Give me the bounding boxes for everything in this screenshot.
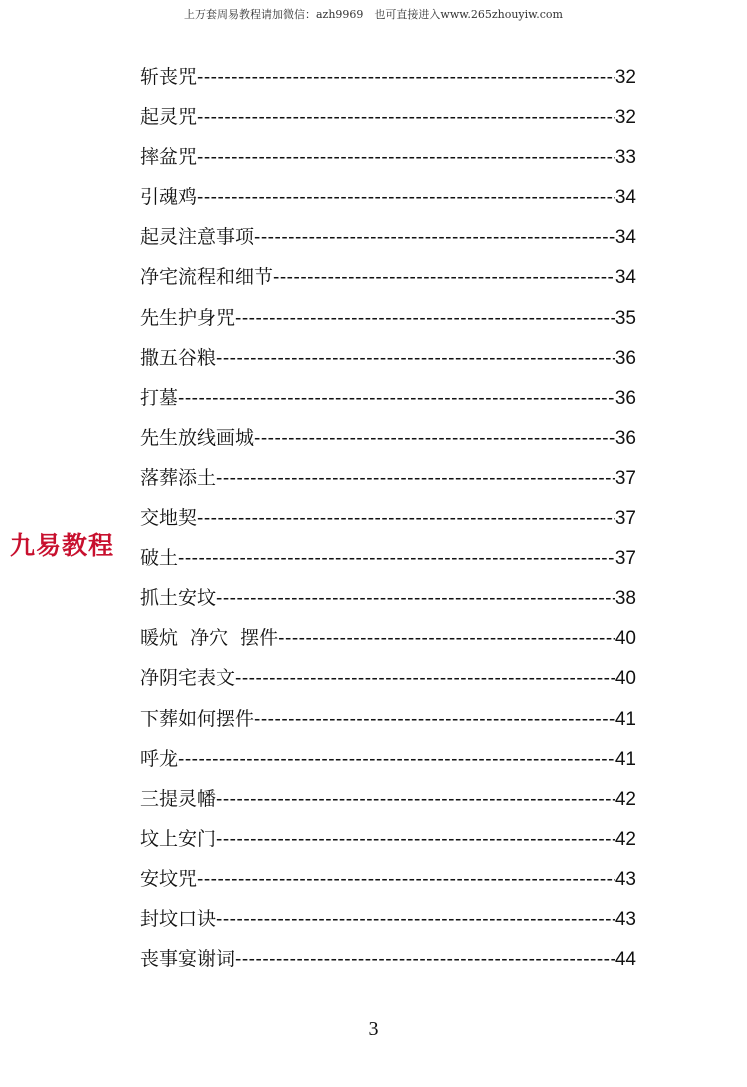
toc-entry-title: 净宅流程和细节 [140,266,274,289]
toc-entry-page: 34 [614,267,636,289]
toc-entry-page: 42 [614,788,636,810]
table-of-contents [140,62,636,984]
toc-dot-leader [197,187,615,209]
toc-entry-page: 40 [614,628,636,650]
toc-dot-leader [178,388,615,410]
toc-entry[interactable] [140,463,636,503]
toc-entry[interactable] [140,303,636,343]
toc-entry-page: 37 [614,467,636,489]
toc-dot-leader [197,147,615,169]
toc-entry-title: 撒五谷粮 [140,346,217,369]
toc-entry[interactable] [140,663,636,703]
toc-dot-leader [235,668,615,690]
toc-dot-leader [197,508,615,530]
toc-entry-title: 先生护身咒 [140,306,236,329]
toc-entry[interactable] [140,944,636,984]
toc-entry-title: 先生放线画城 [140,426,255,449]
toc-entry-page: 44 [614,949,636,971]
toc-entry-title: 起灵注意事项 [140,226,255,249]
toc-entry-title: 暖炕 净穴 摆件 [140,627,279,650]
toc-entry-title: 破土 [140,547,179,570]
toc-entry-page: 33 [614,147,636,169]
toc-dot-leader [178,548,615,570]
toc-dot-leader [254,227,615,249]
toc-entry-title: 起灵咒 [140,106,198,129]
toc-entry-title: 安坟咒 [140,867,198,890]
toc-dot-leader [273,267,615,289]
toc-entry-title: 下葬如何摆件 [140,707,255,730]
toc-entry-page: 40 [614,668,636,690]
toc-entry-title: 斩丧咒 [140,66,198,88]
toc-entry[interactable] [140,142,636,182]
toc-dot-leader [254,709,615,731]
toc-entry-title: 摔盆咒 [140,146,198,169]
page-number: 3 [368,1018,379,1040]
toc-entry-page: 36 [614,387,636,409]
toc-entry-page: 41 [614,708,636,730]
toc-entry-title: 净阴宅表文 [140,667,236,690]
toc-dot-leader [254,428,615,450]
toc-entry-page: 41 [614,748,636,770]
toc-entry-page: 34 [614,227,636,249]
toc-entry[interactable] [140,503,636,543]
toc-entry-page: 43 [614,868,636,890]
toc-dot-leader [178,749,615,771]
toc-dot-leader [216,789,615,811]
toc-entry[interactable] [140,784,636,824]
toc-entry[interactable] [140,383,636,423]
toc-dot-leader [216,829,615,851]
toc-entry-page: 42 [614,828,636,850]
toc-entry-title: 呼龙 [140,747,179,770]
toc-entry[interactable] [140,343,636,383]
toc-dot-leader [197,107,615,129]
toc-entry-title: 坟上安门 [140,827,217,850]
toc-entry[interactable] [140,904,636,944]
toc-entry-title: 打墓 [140,386,179,409]
toc-entry-page: 36 [614,427,636,449]
toc-entry-page: 36 [614,347,636,369]
toc-dot-leader [235,308,615,330]
toc-entry-title: 三提灵幡 [140,787,217,810]
toc-entry-page: 37 [614,548,636,570]
toc-dot-leader [197,67,615,89]
toc-entry[interactable] [140,222,636,262]
toc-dot-leader [216,588,615,610]
toc-entry[interactable] [140,423,636,463]
toc-entry[interactable] [140,583,636,623]
toc-dot-leader [216,348,615,370]
toc-entry-page: 37 [614,508,636,530]
toc-dot-leader [216,468,615,490]
toc-dot-leader [216,909,615,931]
toc-entry-page: 32 [614,107,636,129]
header-banner: 上万套周易教程请加微信：azh9969 也可直接进入www.265zhouyiw.com [183,8,563,21]
toc-entry-page: 35 [614,307,636,329]
toc-entry-page: 38 [614,588,636,610]
toc-entry[interactable] [140,262,636,302]
toc-entry[interactable] [140,623,636,663]
toc-entry-page: 32 [614,67,636,88]
toc-entry[interactable] [140,864,636,904]
toc-entry[interactable] [140,704,636,744]
watermark-stamp: 九易教程 [10,531,115,560]
toc-entry[interactable] [140,182,636,222]
toc-dot-leader [197,869,615,891]
toc-entry-page: 34 [614,187,636,209]
toc-entry-title: 落葬添土 [140,466,217,489]
toc-entry-title: 封坟口诀 [140,907,217,930]
toc-entry-title: 抓土安坟 [140,587,217,610]
toc-entry-title: 引魂鸡 [140,186,198,209]
toc-entry[interactable] [140,102,636,142]
toc-entry[interactable] [140,543,636,583]
toc-dot-leader [235,949,615,971]
toc-entry[interactable] [140,62,636,102]
toc-dot-leader [278,628,615,650]
toc-entry[interactable] [140,744,636,784]
toc-entry[interactable] [140,824,636,864]
toc-entry-title: 丧事宴谢词 [140,948,236,971]
toc-entry-page: 43 [614,908,636,930]
toc-entry-title: 交地契 [140,507,198,530]
